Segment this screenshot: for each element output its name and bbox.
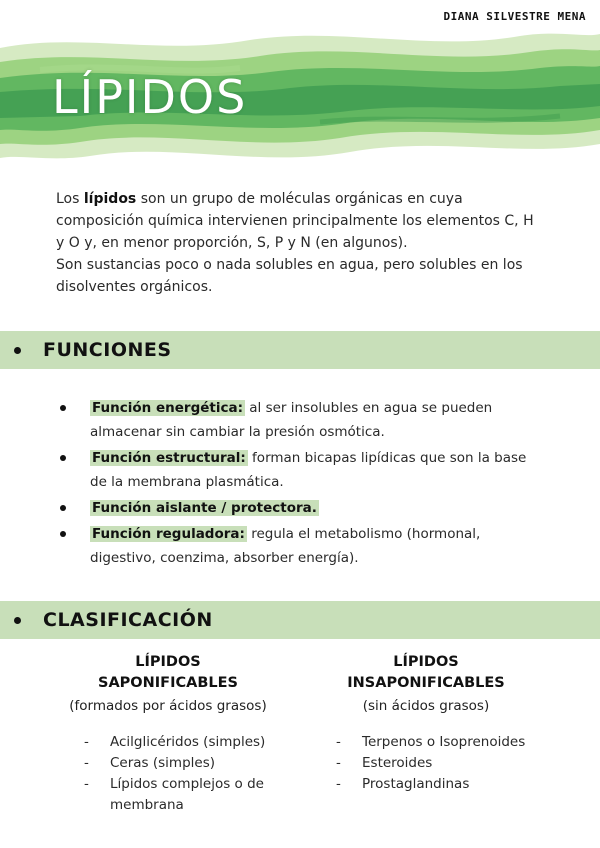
intro-pre: Los — [56, 191, 84, 207]
list-item — [84, 732, 276, 753]
section-clasificacion — [0, 601, 600, 639]
list-item — [336, 753, 532, 774]
item-text: Lípidos complejos o de membrana — [110, 776, 264, 813]
bullet-icon — [60, 405, 66, 411]
item-text: Acilglicéridos (simples) — [110, 734, 266, 750]
bullet-icon — [60, 531, 66, 537]
column-title-line2: INSAPONIFICABLES — [347, 675, 505, 691]
saponificables-list — [84, 732, 276, 816]
item-text: Esteroides — [362, 755, 433, 771]
column-title-line1: LÍPIDOS — [135, 654, 201, 670]
insaponificables-list — [336, 732, 532, 795]
function-text: forman bicapas lipídicas que son la base de la membrana plasmática. — [90, 450, 527, 490]
list-item — [336, 774, 532, 795]
column-insaponificables — [320, 652, 532, 795]
bullet-icon — [60, 505, 66, 511]
column-title-line2: SAPONIFICABLES — [98, 675, 238, 691]
column-subtitle: (sin ácidos grasos) — [362, 698, 490, 714]
list-item — [84, 774, 276, 816]
list-item — [58, 446, 538, 494]
list-item — [336, 732, 532, 753]
column-title — [320, 652, 532, 694]
functions-list — [58, 396, 538, 572]
bullet-icon — [14, 617, 21, 624]
column-subtitle: (formados por ácidos grasos) — [69, 698, 267, 714]
function-label: Función estructural: — [92, 450, 246, 466]
dash-icon: - — [84, 776, 89, 792]
function-text: al ser insolubles en agua se pueden almacenar sin cambiar la presión osmótica. — [90, 400, 493, 440]
intro-post: son un grupo de moléculas orgánicas en cuya composición química intervienen principalmente los elementos C, H y O y, en menor proporción, S, P y N (en algunos). — [56, 191, 534, 251]
list-item — [84, 753, 276, 774]
function-label: Función energética: — [92, 400, 243, 416]
dash-icon: - — [336, 755, 341, 771]
list-item — [58, 496, 538, 520]
dash-icon: - — [84, 734, 89, 750]
column-saponificables — [60, 652, 276, 816]
intro-line2: Son sustancias poco o nada solubles en agua, pero solubles en los disolventes orgánicos. — [56, 257, 523, 295]
item-text: Ceras (simples) — [110, 755, 216, 771]
list-item — [58, 396, 538, 444]
function-text: regula el metabolismo (hormonal, digestivo, coenzima, absorber energía). — [90, 526, 481, 566]
bullet-icon — [14, 347, 21, 354]
list-item — [58, 522, 538, 570]
dash-icon: - — [84, 755, 89, 771]
author-name: DIANA SILVESTRE MENA — [443, 10, 586, 23]
item-text: Prostaglandinas — [362, 776, 470, 792]
section-heading-funciones: FUNCIONES — [43, 339, 172, 361]
item-text: Terpenos o Isoprenoides — [362, 734, 526, 750]
column-title — [60, 652, 276, 694]
function-label: Función reguladora: — [92, 526, 245, 542]
intro-keyword: lípidos — [83, 191, 137, 207]
bullet-icon — [60, 455, 66, 461]
section-funciones — [0, 331, 600, 369]
column-title-line1: LÍPIDOS — [393, 654, 459, 670]
page-title: LÍPIDOS — [52, 70, 248, 124]
function-label: Función aislante / protectora. — [92, 500, 317, 516]
dash-icon: - — [336, 734, 341, 750]
dash-icon: - — [336, 776, 341, 792]
section-heading-clasificacion: CLASIFICACIÓN — [43, 609, 213, 631]
intro-paragraph — [56, 188, 536, 298]
